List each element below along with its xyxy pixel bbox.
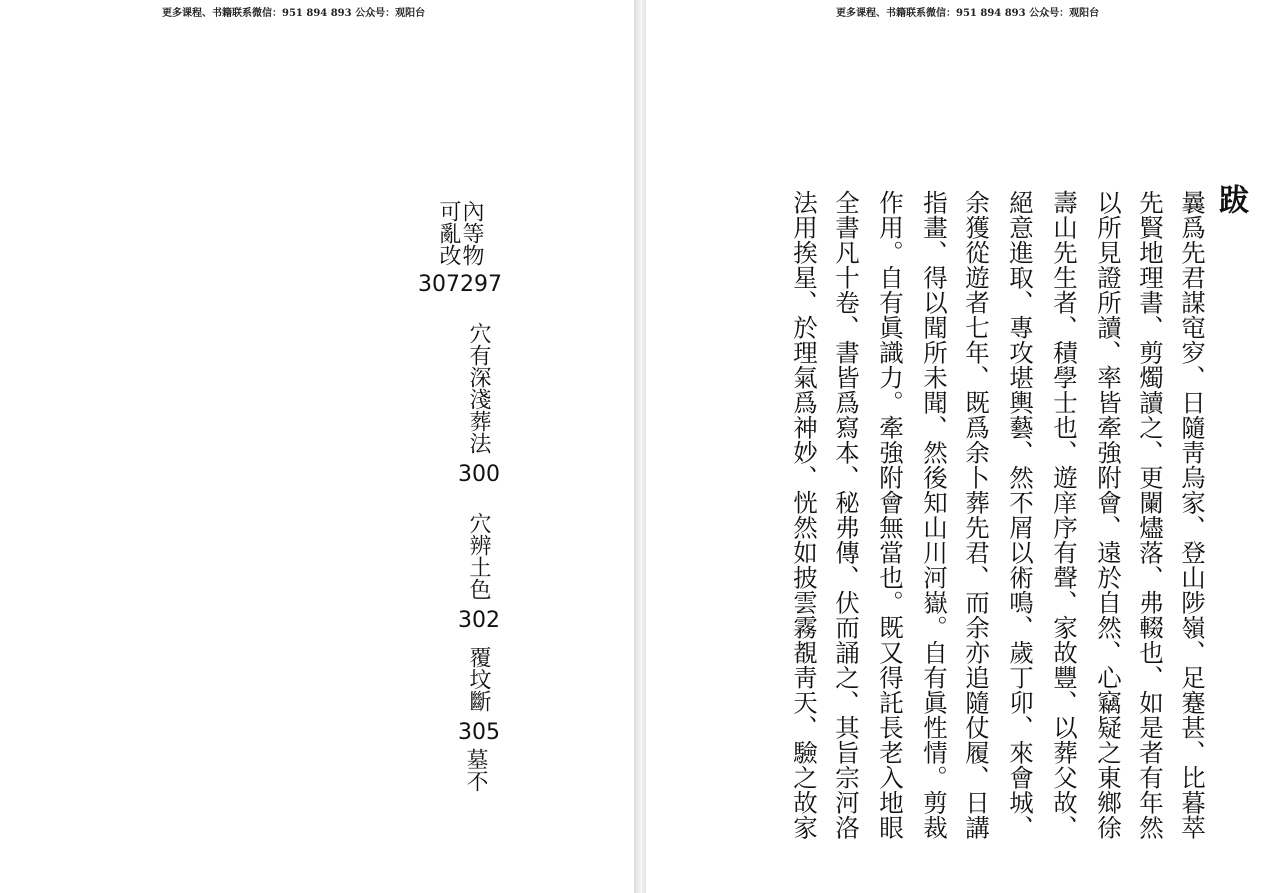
right-page <box>646 0 1284 893</box>
essay-line-5: 絕意進取、專攻堪輿藝、然不屑以術鳴、歲丁卯、來會城、 <box>1006 190 1035 840</box>
page-gutter <box>634 0 646 893</box>
page-header: 更多课程、书籍联系微信：951 894 893 公众号：观阳台 <box>162 8 426 19</box>
toc-page-number: 305 <box>458 720 500 745</box>
essay-line-10: 法用挨星、於理氣爲神妙、恍然如披雲霧覩靑天、驗之故家 <box>790 190 819 840</box>
essay-line-4: 壽山先生者、積學士也、遊庠序有聲、家故豐、以葬父故、 <box>1050 190 1079 840</box>
toc-entry-text: 穴辨土色 <box>466 512 491 600</box>
essay-line-7: 指畫、得以聞所未聞、然後知山川河嶽。自有眞性情。剪裁 <box>920 190 949 840</box>
toc-entry-6 <box>458 748 492 792</box>
toc-entry-text: 可亂改 <box>435 200 461 266</box>
left-page <box>0 0 634 893</box>
toc-entry-text: 內等物 <box>459 200 484 266</box>
essay-line-3: 以所見證所讀、率皆牽強附會、遠於自然、心竊疑之東鄉徐 <box>1094 190 1123 840</box>
toc-page-number: 302 <box>458 608 500 633</box>
essay-title: 跋 <box>1213 184 1248 214</box>
toc-page-number: 307297 <box>418 272 502 297</box>
toc-entry-text: 覆坟斷 <box>466 646 491 712</box>
toc-entry-text: 穴有深淺葬法 <box>466 322 491 454</box>
toc-entry-text: 墓不 <box>463 748 488 792</box>
essay-line-1: 曩爲先君謀窀穸、日隨靑烏家、登山陟嶺、足蹇甚、比暮萃 <box>1178 190 1207 840</box>
essay-line-9: 全書凡十卷、書皆爲寫本、秘弗傳、伏而誦之、其旨宗河洛 <box>832 190 861 840</box>
essay-line-6: 余獲從遊者七年、既爲余卜葬先君、而余亦追隨仗履、日講 <box>962 190 991 840</box>
toc-entry-3 <box>458 322 498 492</box>
toc-entry-5 <box>458 646 498 750</box>
toc-entry-4 <box>458 512 498 638</box>
toc-entry-2 <box>418 200 502 302</box>
essay-line-2: 先賢地理書、剪燭讀之、更闌燼落、弗輟也、如是者有年然 <box>1136 190 1165 840</box>
essay-line-8: 作用。自有眞識力。牽強附會無當也。既又得託長老入地眼 <box>876 190 905 840</box>
toc-page-number: 300 <box>458 462 500 487</box>
page-header: 更多课程、书籍联系微信：951 894 893 公众号：观阳台 <box>836 8 1100 19</box>
